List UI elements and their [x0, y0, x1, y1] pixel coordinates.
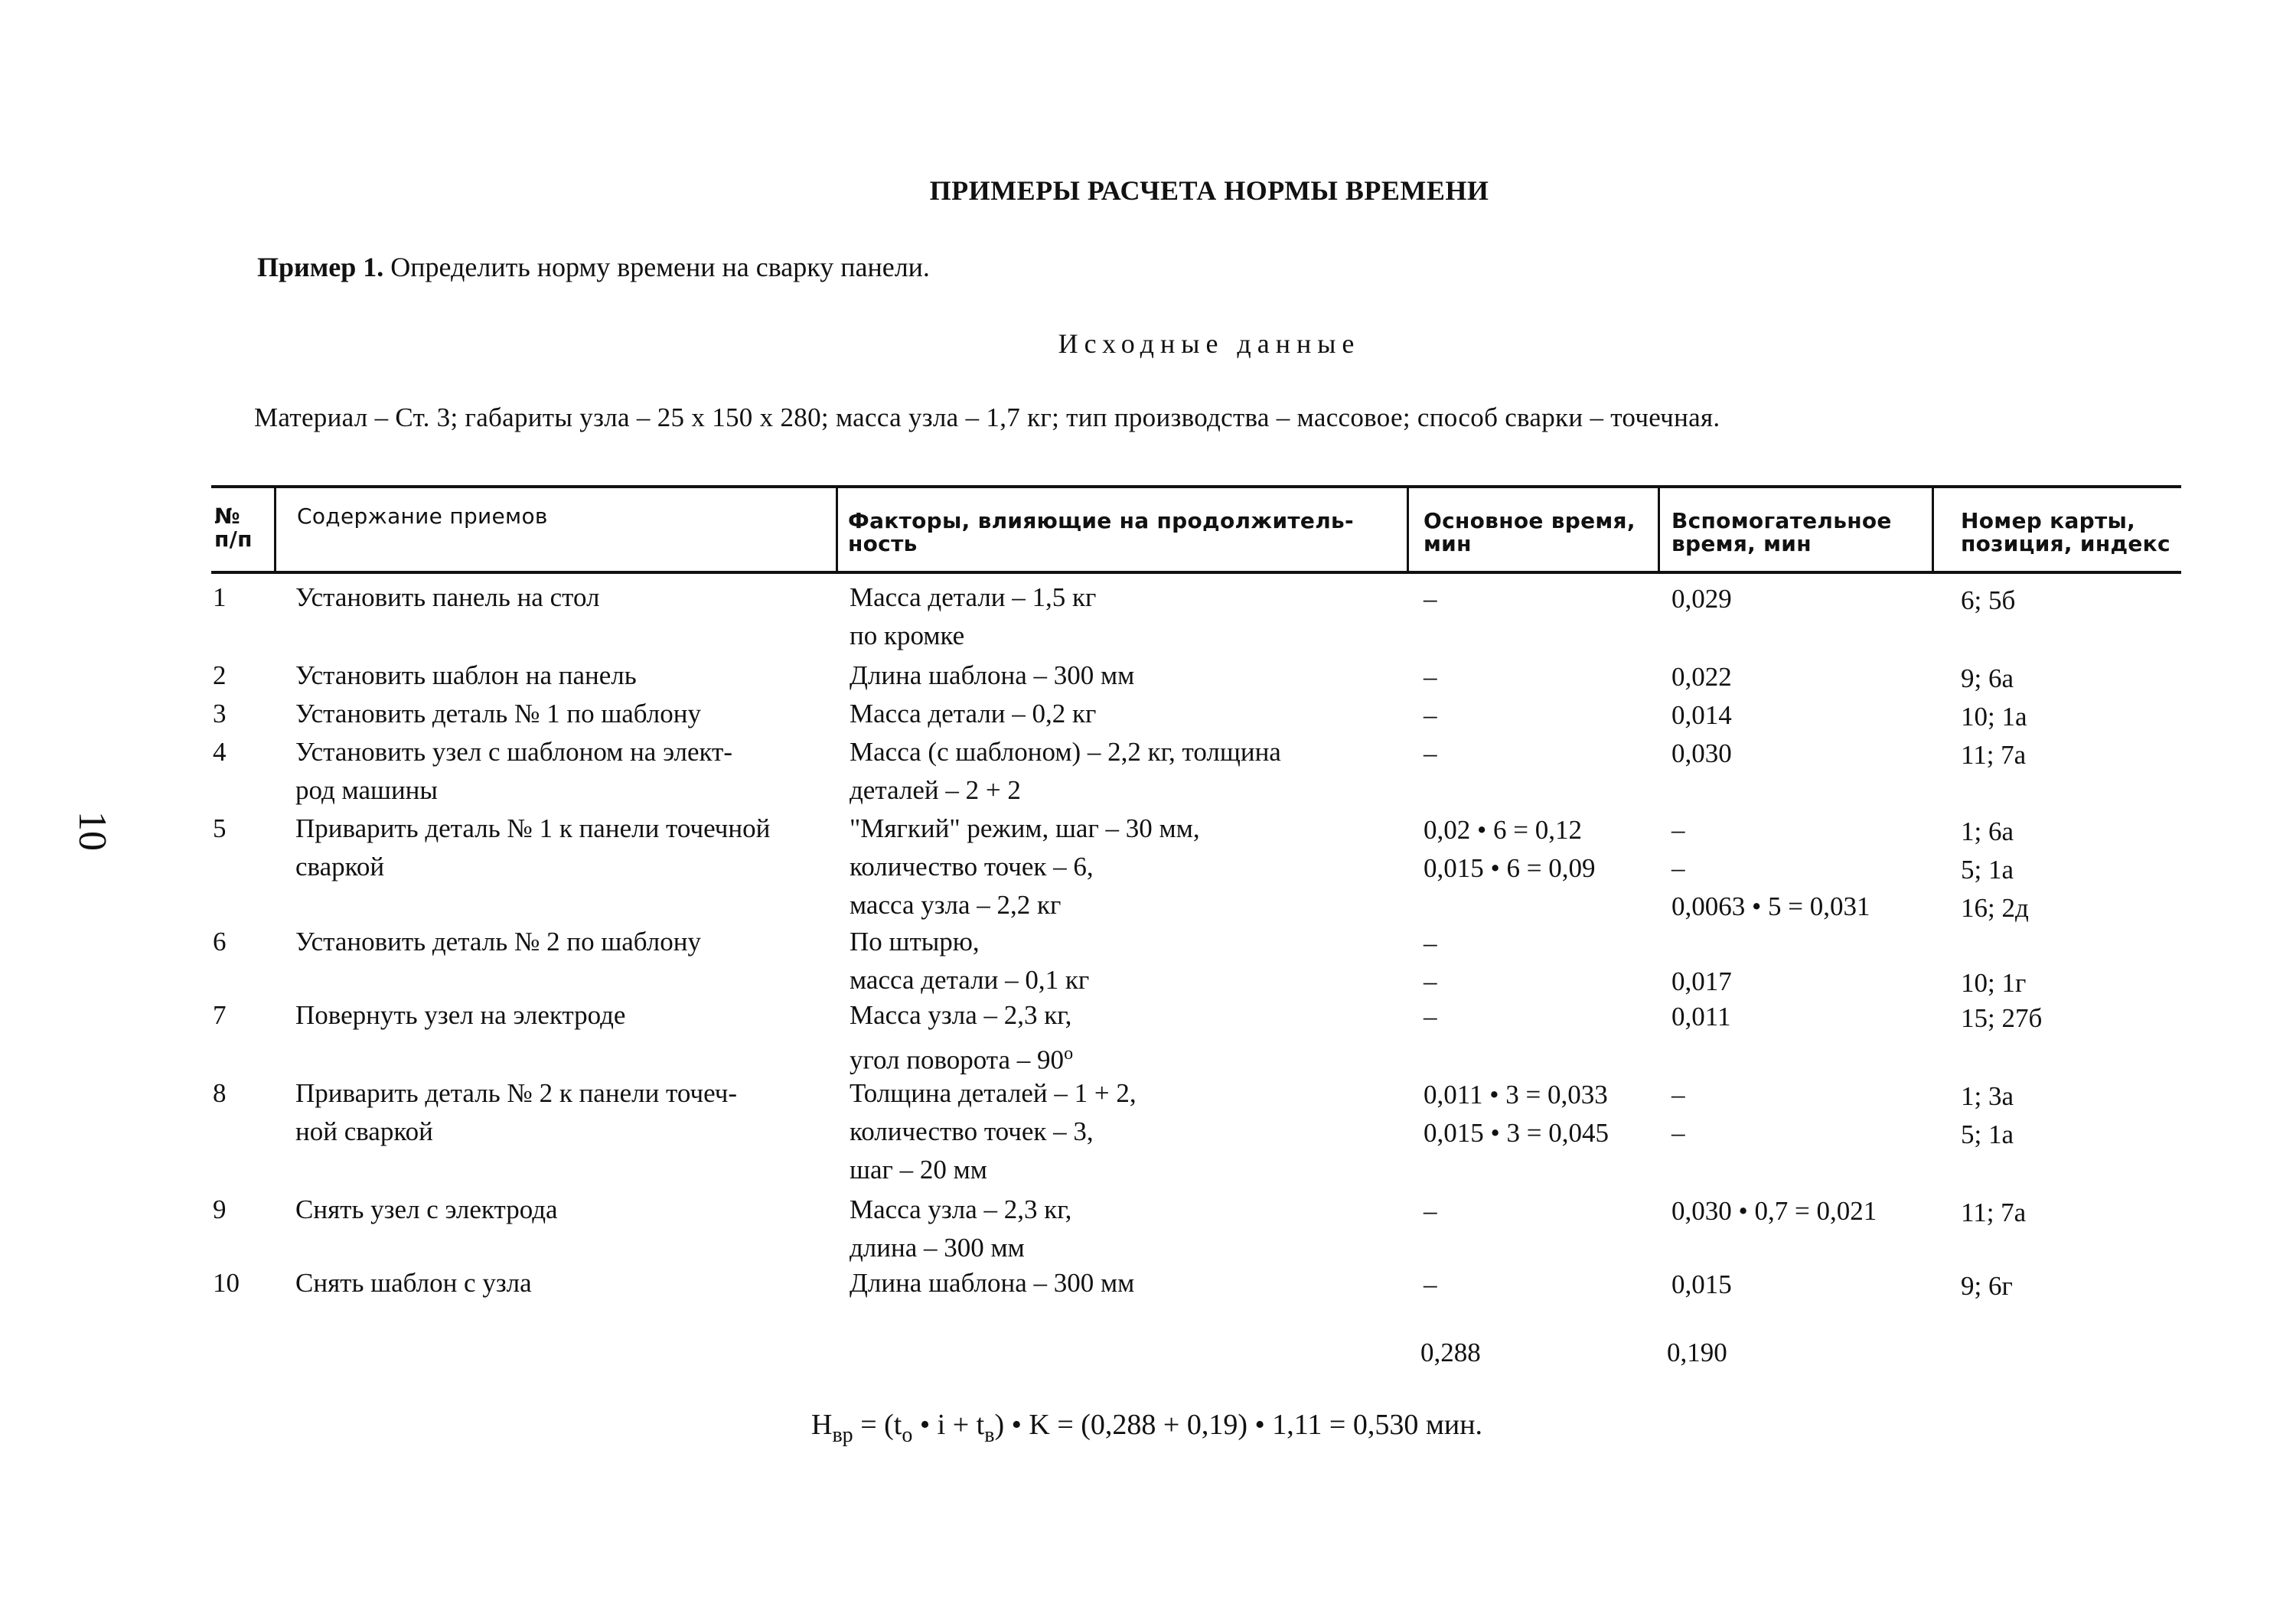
row-number: 3: [213, 699, 227, 728]
row-aux-time: 0,030: [1671, 738, 1732, 768]
header-aux-time: [1671, 510, 1892, 556]
row-number: 2: [213, 660, 227, 690]
row-content-text: Установить шаблон на панель: [295, 660, 637, 690]
row-factor-text: шаг – 20 мм: [850, 1155, 987, 1185]
row-main-time: –: [1424, 584, 1437, 614]
section-subheading: Исходные данные: [1058, 328, 1361, 359]
row-main-time: –: [1424, 966, 1437, 996]
row-card-ref: 5; 1а: [1961, 1119, 2014, 1149]
row-main-time: –: [1424, 1002, 1437, 1031]
header-num-line1: №: [214, 504, 240, 529]
row-content-text: Снять шаблон с узла: [295, 1268, 532, 1298]
header-factors-line1: Факторы, влияющие на продолжитель-: [848, 508, 1354, 533]
row-factor-text: Масса узла – 2,3 кг,: [850, 1000, 1072, 1030]
row-card-ref: 9; 6г: [1961, 1271, 2013, 1301]
table-header-rule: [211, 571, 2181, 574]
row-aux-time: –: [1671, 815, 1685, 845]
header-card-line1: Номер карты,: [1961, 508, 2136, 533]
row-number: 6: [213, 927, 227, 957]
row-factor-text: Масса детали – 1,5 кг: [850, 582, 1097, 612]
row-number: 5: [213, 813, 227, 843]
row-content-text: ной сваркой: [295, 1116, 433, 1146]
header-factors-line2: ность: [848, 531, 918, 556]
row-main-time: –: [1424, 700, 1437, 730]
header-card: [1961, 510, 2170, 556]
row-factor-text: Масса детали – 0,2 кг: [850, 699, 1097, 728]
row-card-ref: 11; 7а: [1961, 1198, 2027, 1227]
total-aux-time: 0,190: [1667, 1338, 1727, 1367]
row-factor-text: Толщина деталей – 1 + 2,: [850, 1078, 1137, 1108]
row-content-text: Снять узел с электрода: [295, 1194, 558, 1224]
row-content-text: род машины: [295, 775, 438, 805]
row-main-time: –: [1424, 662, 1437, 692]
row-card-ref: 9; 6а: [1961, 663, 2014, 693]
row-number: 1: [213, 582, 227, 612]
row-main-time: 0,015 • 3 = 0,045: [1424, 1118, 1609, 1148]
row-factor-text: количество точек – 3,: [850, 1116, 1094, 1146]
row-aux-time: 0,015: [1671, 1269, 1732, 1299]
row-aux-time: –: [1671, 853, 1685, 883]
header-num-line2: п/п: [214, 526, 253, 552]
row-aux-time: 0,017: [1671, 966, 1732, 996]
row-main-time: 0,011 • 3 = 0,033: [1424, 1080, 1608, 1110]
formula-lhs-sub: вр: [832, 1423, 853, 1447]
header-main-time: [1424, 510, 1636, 556]
header-main-line2: мин: [1424, 531, 1472, 556]
example-statement: [257, 251, 930, 283]
formula-part1: = (t: [853, 1409, 902, 1441]
row-factor-text: по кромке: [850, 621, 965, 650]
row-factor-text: количество точек – 6,: [850, 852, 1094, 882]
row-factor-text: длина – 300 мм: [850, 1233, 1025, 1263]
header-main-line1: Основное время,: [1424, 508, 1636, 533]
row-content-text: Установить деталь № 1 по шаблону: [295, 699, 701, 728]
row-card-ref: 10; 1г: [1961, 968, 2027, 998]
row-aux-time: –: [1671, 1080, 1685, 1110]
row-aux-time: 0,011: [1671, 1002, 1731, 1031]
page-number: 10: [70, 811, 114, 851]
row-content-text: Повернуть узел на электроде: [295, 1000, 626, 1030]
row-aux-time: 0,014: [1671, 700, 1732, 730]
formula-lhs: Н: [811, 1409, 833, 1441]
row-aux-time: 0,0063 • 5 = 0,031: [1671, 891, 1870, 921]
col-divider-5: [1932, 485, 1934, 572]
total-main-time: 0,288: [1420, 1338, 1481, 1367]
example-label: Пример 1.: [257, 252, 384, 282]
row-number: 4: [213, 737, 227, 767]
row-main-time: –: [1424, 928, 1437, 958]
header-aux-line2: время, мин: [1671, 531, 1812, 556]
degree-superscript: о: [1064, 1044, 1074, 1064]
row-factor-text: Длина шаблона – 300 мм: [850, 660, 1135, 690]
row-factor-text: Масса (с шаблоном) – 2,2 кг, толщина: [850, 737, 1281, 767]
row-content-text: Установить панель на стол: [295, 582, 600, 612]
example-text: Определить норму времени на сварку панели.: [390, 252, 930, 282]
row-number: 9: [213, 1194, 227, 1224]
header-num: [214, 505, 271, 551]
row-content-text: Установить узел с шаблоном на элект-: [295, 737, 732, 767]
row-aux-time: 0,022: [1671, 662, 1732, 692]
row-factor-text: деталей – 2 + 2: [850, 775, 1021, 805]
row-card-ref: 15; 27б: [1961, 1003, 2043, 1033]
table-top-rule: [211, 485, 2181, 488]
row-main-time: 0,02 • 6 = 0,12: [1424, 815, 1582, 845]
page-title: ПРИМЕРЫ РАСЧЕТА НОРМЫ ВРЕМЕНИ: [929, 175, 1489, 206]
row-main-time: –: [1424, 1196, 1437, 1226]
row-card-ref: 11; 7а: [1961, 740, 2027, 770]
row-main-time: –: [1424, 1269, 1437, 1299]
row-number: 8: [213, 1078, 227, 1108]
row-factor-text-main: угол поворота – 90: [850, 1045, 1065, 1075]
formula-part2: • i + t: [912, 1409, 985, 1441]
header-factors: [848, 510, 1354, 556]
material-line: Материал – Ст. 3; габариты узла – 25 x 150 x 280; масса узла – 1,7 кг; тип производства – массовое; способ сварки – точечная.: [254, 402, 1720, 432]
row-card-ref: 16; 2д: [1961, 893, 2029, 923]
row-content-text: сваркой: [295, 852, 385, 882]
row-number: 10: [213, 1268, 240, 1298]
row-card-ref: 6; 5б: [1961, 585, 2016, 615]
row-factor-text: Масса узла – 2,3 кг,: [850, 1194, 1072, 1224]
row-card-ref: 5; 1а: [1961, 855, 2014, 885]
row-factor-text: масса узла – 2,2 кг: [850, 890, 1062, 920]
formula-sub-v: в: [984, 1423, 995, 1447]
row-card-ref: 1; 6а: [1961, 816, 2014, 846]
row-factor-text: масса детали – 0,1 кг: [850, 965, 1090, 995]
header-aux-line1: Вспомогательное: [1671, 508, 1892, 533]
col-divider-1: [274, 485, 276, 572]
header-content: Содержание приемов: [297, 504, 548, 529]
row-factor-text: "Мягкий" режим, шаг – 30 мм,: [850, 813, 1200, 843]
col-divider-4: [1658, 485, 1660, 572]
row-content-text: Установить деталь № 2 по шаблону: [295, 927, 701, 957]
row-aux-time: 0,030 • 0,7 = 0,021: [1671, 1196, 1877, 1226]
col-divider-3: [1407, 485, 1409, 572]
row-content-text: Приварить деталь № 1 к панели точечной: [295, 813, 771, 843]
row-card-ref: 1; 3а: [1961, 1081, 2014, 1111]
row-factor-text: [850, 1035, 1073, 1080]
formula-sub-o: о: [902, 1423, 913, 1447]
time-norm-formula: [811, 1408, 1482, 1448]
header-card-line2: позиция, индекс: [1961, 531, 2170, 556]
row-content-text: Приварить деталь № 2 к панели точеч-: [295, 1078, 738, 1108]
row-aux-time: 0,029: [1671, 584, 1732, 614]
row-factor-text: Длина шаблона – 300 мм: [850, 1268, 1135, 1298]
col-divider-2: [836, 485, 838, 572]
row-card-ref: 10; 1а: [1961, 702, 2027, 732]
formula-part3: ) • K = (0,288 + 0,19) • 1,11 = 0,530 мин.: [994, 1409, 1483, 1441]
row-aux-time: –: [1671, 1118, 1685, 1148]
row-factor-text: По штырю,: [850, 927, 980, 957]
row-main-time: 0,015 • 6 = 0,09: [1424, 853, 1596, 883]
row-main-time: –: [1424, 738, 1437, 768]
row-number: 7: [213, 1000, 227, 1030]
